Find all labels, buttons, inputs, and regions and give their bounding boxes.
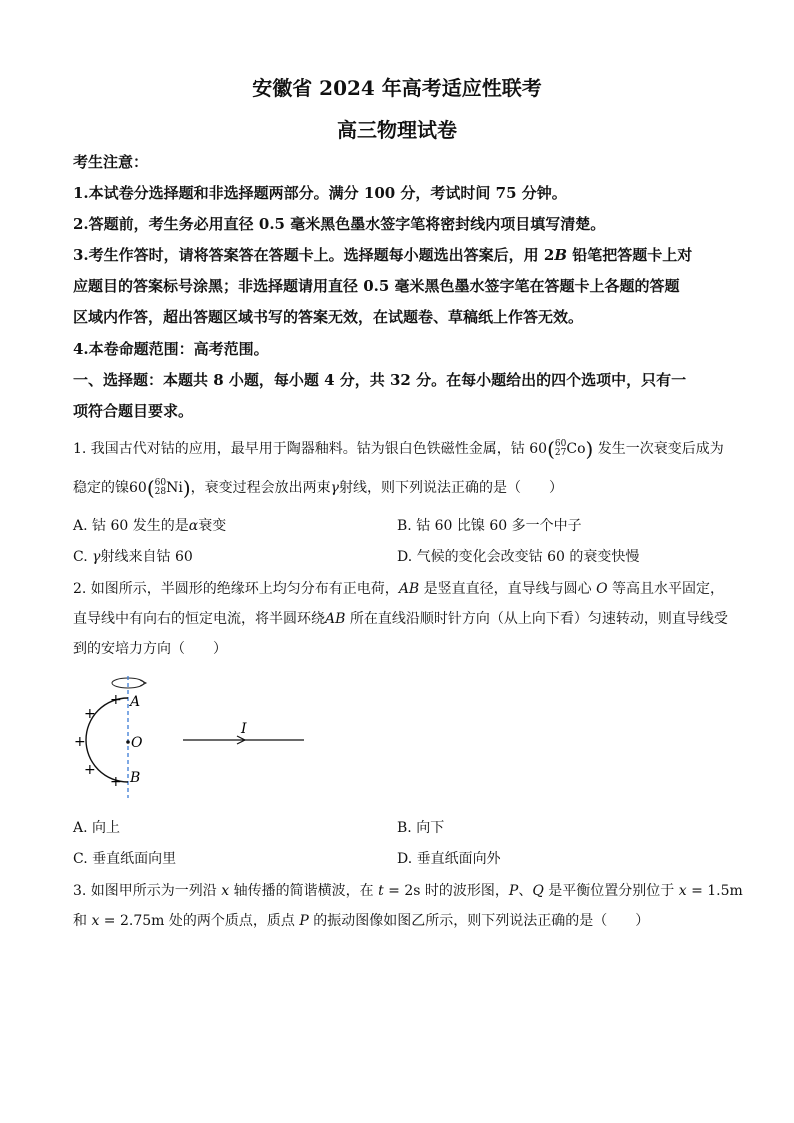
- q3-l2-c: 的振动图像如图乙所示，则下列说法正确的是（ ）: [308, 913, 650, 929]
- co-symbol: Co: [566, 441, 586, 457]
- q3-l1-e: = 1.5m: [686, 883, 743, 899]
- q2-l2-b: 所在直线沿顺时针方向（从上向下看）匀速转动，则直导线受: [345, 611, 728, 627]
- q3-l1-c: = 2s 时的波形图，: [383, 883, 509, 899]
- charge-plus-5: +: [110, 774, 122, 790]
- ni-symbol: Ni: [166, 480, 183, 496]
- notice-heading: 考生注意：: [73, 153, 149, 171]
- charge-plus-1: +: [110, 692, 122, 708]
- q3-l1-p: P: [508, 883, 519, 899]
- charge-plus-4: +: [84, 762, 96, 778]
- q1-gamma: γ: [330, 480, 340, 496]
- cobalt-isotope: 60(60 27Co): [529, 437, 594, 461]
- q1-option-a: [73, 515, 226, 535]
- label-b: B: [130, 770, 141, 786]
- ni-nuclide: [155, 479, 166, 497]
- q2-line-2: [73, 608, 728, 628]
- notice-line-6: 4.本卷命题范围：高考范围。: [73, 340, 269, 358]
- q2-l2-a: 直导线中有向右的恒定电流，将半圆环绕: [73, 611, 325, 627]
- q1-line-1: [73, 437, 724, 461]
- center-point: [126, 740, 130, 744]
- charge-plus-2: +: [84, 706, 96, 722]
- page-subtitle: 高三物理试卷: [337, 118, 457, 142]
- q2-l1-b: 是竖直直径，直导线与圆心: [419, 581, 597, 597]
- q1-text-c: 稳定的镍: [73, 480, 129, 496]
- q1-text-a: 1. 我国古代对钴的应用，最早用于陶器釉料。钴为银白色铁磁性金属，钴: [73, 441, 525, 457]
- notice-line-1: 1.本试卷分选择题和非选择题两部分。满分 100 分，考试时间 75 分钟。: [73, 184, 567, 202]
- q3-l1-q: Q: [532, 883, 544, 899]
- q1-option-b: B. 钴 60 比镍 60 多一个中子: [397, 518, 582, 534]
- notice-line-2: 2.答题前，考生务必用直径 0.5 毫米黑色墨水签字笔将密封线内项目填写清楚。: [73, 215, 606, 233]
- q2-option-a: A. 向上: [73, 820, 121, 836]
- ni-a: 60: [154, 478, 167, 488]
- q3-l1-b: 轴传播的简谐横波，在: [229, 883, 379, 899]
- page-title: 安徽省 2024 年高考适应性联考: [252, 76, 542, 100]
- co-z: 27: [554, 448, 567, 458]
- ni-z: 28: [154, 487, 167, 497]
- notice-line-3: [73, 244, 692, 265]
- nickel-isotope: 60(60 28Ni): [129, 476, 191, 500]
- q2-l1-o: O: [596, 581, 608, 597]
- q3-l1-x: x: [221, 883, 230, 899]
- q3-line-1: [73, 880, 743, 900]
- q1-option-a-text: A. 钴 60 发生的是: [73, 518, 189, 534]
- q1-option-a-alpha: α: [188, 518, 199, 534]
- section-heading-1: 一、选择题：本题共 8 小题，每小题 4 分，共 32 分。在每小题给出的四个选项中，只有一: [73, 371, 687, 389]
- q1-option-c: [73, 546, 193, 566]
- q3-l1-t: t: [378, 883, 384, 899]
- label-a: A: [130, 694, 141, 710]
- q1-text-b: 发生一次衰变后成为: [597, 441, 724, 457]
- q2-l1-c: 等高且水平固定，: [607, 581, 725, 597]
- q1-line-2: [73, 476, 563, 500]
- co-nuclide: [555, 440, 566, 458]
- q2-figure: [70, 672, 320, 802]
- q1-option-d: D. 气候的变化会改变钴 60 的衰变快慢: [397, 549, 640, 565]
- q3-l1-sep: 、: [518, 883, 533, 899]
- q2-line-1: [73, 578, 724, 598]
- q1-option-c-text: 射线来自钴 60: [100, 549, 193, 565]
- notice-line-3-b: B: [554, 246, 568, 264]
- q1-option-c-gamma: γ: [92, 549, 101, 565]
- notice-line-4: 应题目的答案标号涂黑；非选择题请用直径 0.5 毫米黑色墨水签字笔在答题卡上各题的答题: [73, 277, 680, 295]
- notice-line-5: 区域内作答，超出答题区域书写的答案无效，在试题卷、草稿纸上作答无效。: [73, 308, 584, 326]
- q1-option-c-prefix: C.: [73, 549, 93, 565]
- notice-line-3-a: 3.考生作答时，请将答案答在答题卡上。选择题每小题选出答案后，用 2: [73, 246, 555, 264]
- q2-l1-a: 2. 如图所示，半圆形的绝缘环上均匀分布有正电荷，: [73, 581, 399, 597]
- q3-l1-a: 3. 如图甲所示为一列沿: [73, 883, 222, 899]
- q3-l2-x: x: [91, 913, 100, 929]
- ni-mass: 60: [129, 480, 147, 496]
- q2-l2-ab: AB: [325, 611, 346, 627]
- q1-option-a-end: 衰变: [198, 518, 227, 534]
- label-o: O: [131, 735, 143, 751]
- q1-text-d: ，衰变过程会放出两束: [190, 480, 331, 496]
- co-mass: 60: [529, 441, 548, 457]
- q2-l1-ab: AB: [398, 581, 420, 597]
- notice-line-3-c: 铅笔把答题卡上对: [567, 246, 693, 264]
- q2-line-3: 到的安培力方向（ ）: [73, 641, 227, 657]
- q3-l2-p: P: [299, 913, 309, 929]
- q2-option-c: C. 垂直纸面向里: [73, 851, 177, 867]
- q3-l1-x2: x: [678, 883, 687, 899]
- q2-option-b: B. 向下: [397, 820, 445, 836]
- q3-line-2: [73, 910, 649, 930]
- label-current: I: [241, 721, 247, 737]
- q1-text-e: 射线，则下列说法正确的是（ ）: [339, 480, 564, 496]
- section-heading-2: 项符合题目要求。: [73, 402, 194, 420]
- co-a: 60: [554, 439, 567, 449]
- q3-l1-d: 是平衡位置分别位于: [543, 883, 679, 899]
- q3-l2-a: 和: [73, 913, 92, 929]
- charge-plus-3: +: [74, 734, 86, 750]
- q2-option-d: D. 垂直纸面向外: [397, 851, 501, 867]
- q3-l2-b: = 2.75m 处的两个质点，质点: [99, 913, 300, 929]
